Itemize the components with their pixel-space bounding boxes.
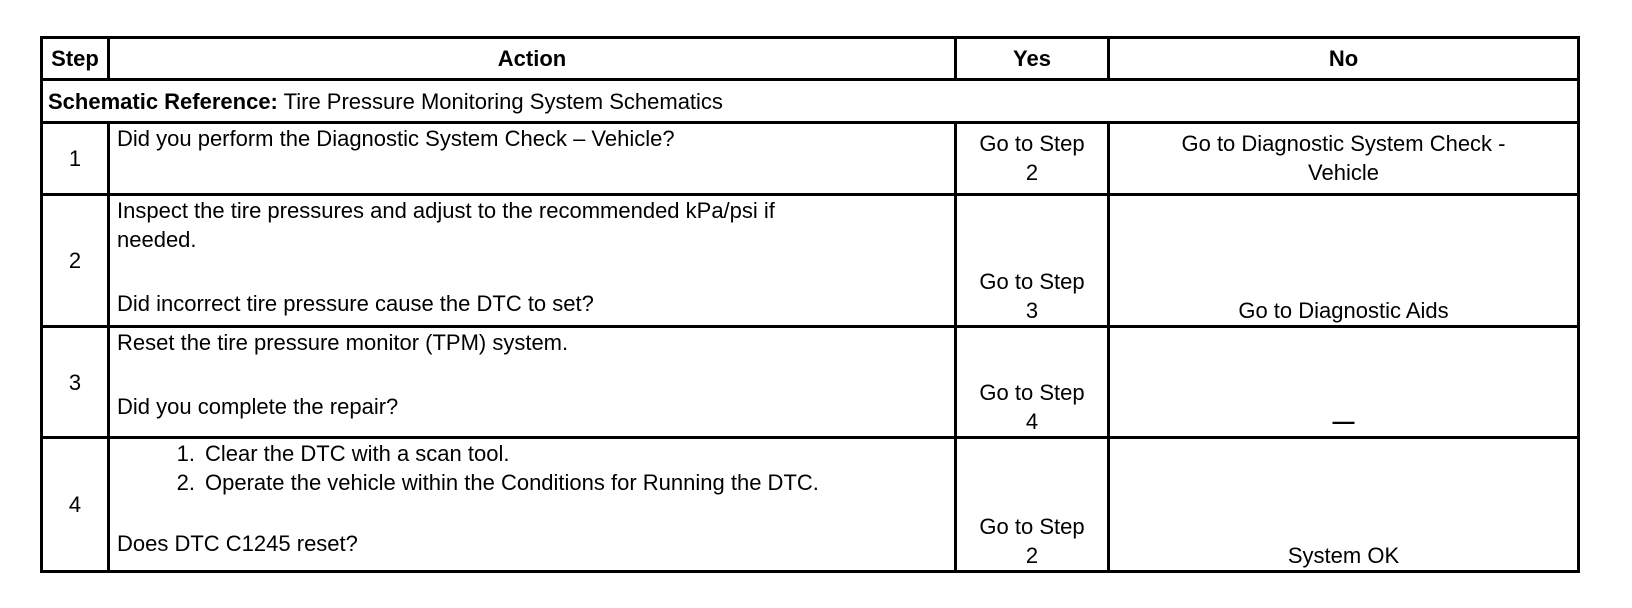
table-row [42,195,1579,327]
action-question: Did you perform the Diagnostic System Check – Vehicle? [117,126,675,151]
schematic-reference-link[interactable]: Tire Pressure Monitoring System Schematics [283,88,723,114]
action-text-line: needed. [117,227,197,252]
action-question: Did you complete the repair? [117,394,399,419]
step-number: 3 [42,327,109,438]
action-cell [109,195,956,327]
yes-step-number: 3 [1025,298,1039,323]
action-question: Does DTC C1245 reset? [117,531,358,556]
yes-cell[interactable] [956,438,1109,572]
action-cell [109,123,956,195]
schematic-reference-label: Schematic Reference: [48,88,278,114]
list-item [176,439,947,468]
yes-cell[interactable] [956,123,1109,195]
diagnostic-table [40,36,1580,573]
no-text-line: Go to Diagnostic Aids [1238,298,1449,323]
list-item-text: Operate the vehicle within the Conditions for Running the DTC. [205,470,819,495]
schematic-reference-row [42,80,1579,123]
step-number: 1 [42,123,109,195]
step-number: 2 [42,195,109,327]
list-item-text: Clear the DTC with a scan tool. [205,441,510,466]
yes-step-number: 2 [1025,543,1039,568]
action-cell [109,327,956,438]
no-cell[interactable] [1109,195,1579,327]
action-question: Did incorrect tire pressure cause the DTC to set? [117,291,594,316]
list-item-number: 1. [176,441,195,466]
yes-text-line: Go to Step [979,514,1085,539]
table-row [42,123,1579,195]
yes-step-number: 4 [1025,409,1039,434]
yes-step-number: 2 [1025,160,1039,185]
yes-cell[interactable] [956,195,1109,327]
yes-text-line: Go to Step [979,131,1085,156]
action-cell [109,438,956,572]
header-no: No [1109,38,1579,80]
no-text-line: System OK [1287,543,1400,568]
table-row [42,327,1579,438]
action-step-list [117,439,947,497]
step-number: 4 [42,438,109,572]
no-cell [1109,438,1579,572]
table-row [42,438,1579,572]
header-action: Action [109,38,956,80]
yes-text-line: Go to Step [979,269,1085,294]
header-row [42,38,1579,80]
no-text-line: Go to Diagnostic System Check - [1181,131,1506,156]
header-step: Step [42,38,109,80]
header-yes: Yes [956,38,1109,80]
list-item [176,468,947,497]
no-text-line-2: Vehicle [1308,160,1379,185]
action-text-line: Inspect the tire pressures and adjust to the recommended kPa/psi if [117,198,775,223]
yes-cell[interactable] [956,327,1109,438]
not-applicable-dash: — [1332,409,1355,434]
action-text-line: Reset the tire pressure monitor (TPM) system. [117,330,569,355]
yes-text-line: Go to Step [979,380,1085,405]
no-cell [1109,327,1579,438]
schematic-reference [42,80,1579,123]
list-item-number: 2. [176,470,195,495]
no-cell[interactable] [1109,123,1579,195]
